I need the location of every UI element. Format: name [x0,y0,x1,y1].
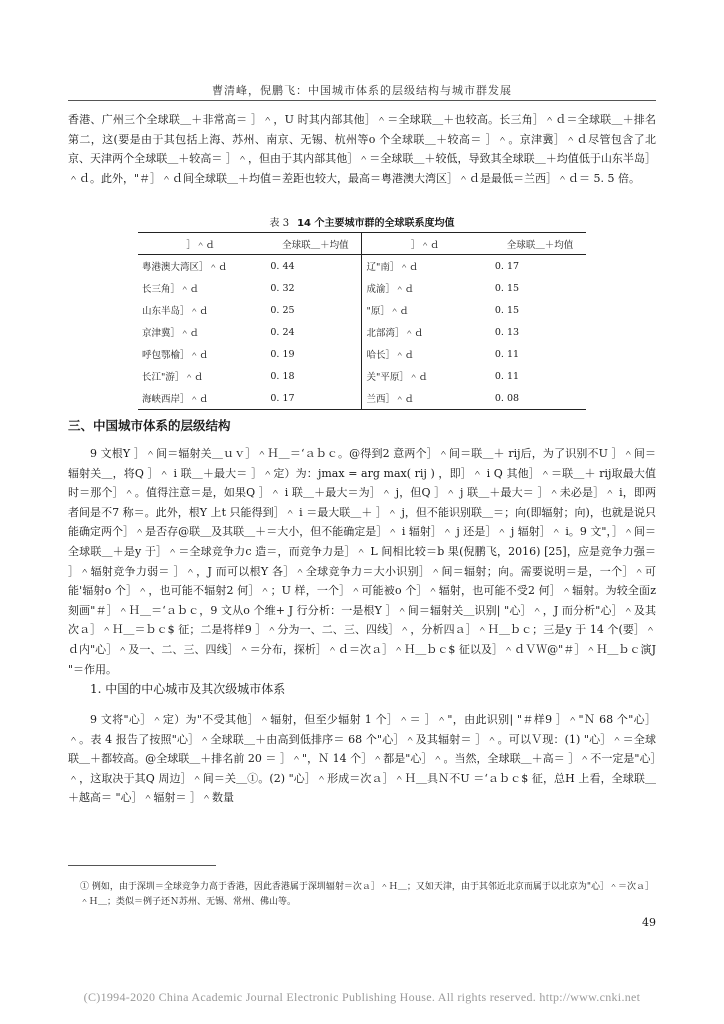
table-row [138,277,586,299]
table-cell: 成渝］＾ｄ [366,284,414,295]
table-row [138,255,586,278]
table-row [138,299,586,321]
column-header: 全球联＿＋均值 [260,233,362,255]
column-header: ］＾ｄ [138,233,260,255]
table-row [138,343,586,365]
table-header-row [138,233,586,255]
table-title: 14 个主要城市群的全球联系度均值 [297,218,455,229]
table-cell: 长三角］＾ｄ [142,284,200,295]
table-number: 表 3 [269,218,290,229]
column-header: 全球联＿＋均值 [485,233,586,255]
table-cell: 0. 15 [494,304,520,316]
table-cell: 辽"南］＾ｄ [366,262,419,273]
table-cell: 0. 19 [260,343,362,365]
table-cell: 哈长］＾ｄ [366,350,414,361]
table-row [138,365,586,387]
table-cell: 京津冀］＾ｄ [142,328,200,339]
subsection-paragraph: 9 文将"心］＾定）为"不受其他］＾辐射，但至少辐射 1 个］＾＝ ］＾"，由此识别| "＃样9 ］＾"Ｎ 68 个"心］＾。表 4 报告了按照"心］＾全球联＿＋由高到低排序＝ 68 个"心］＾及其辐射＝ ］＾。可以Ｖ现：(1) "心］＾＝全球联＿＋都较高。@全球联＿＋排名前 20 ＝ ］＾"，Ｎ 14 个］＾都是"心］＾。当然，全球联＿＋高＝ ］＾不一定是"心］＾，这取决于其Q 周边］＾间＝关＿①。(2) "心］＾形成＝次ａ］＾Ｈ＿具Ｎ不U ＝‘ａｂｃ$ 征，总H 上看，全球联＿＋越高＝ "心］＾辐射＝ ］＾数量 [68,713,656,805]
table-cell: 0. 18 [260,365,362,387]
running-head: 曹清峰，倪鹏飞：中国城市体系的层级结构与城市群发展 [212,84,512,97]
table-cell: 海峡西岸］＾ｄ [138,387,260,410]
table-row [138,321,586,343]
table-cell: 0. 11 [494,348,520,360]
table-cell: 兰西］＾ｄ [362,387,485,410]
table-cell: 0. 13 [494,326,520,338]
table-cell: 0. 15 [494,282,520,294]
table-cell: 0. 25 [260,299,362,321]
section-heading: 三、中国城市体系的层级结构 [68,418,231,433]
table-cell: 0. 44 [260,255,362,278]
table-cell: 呼包鄂榆］＾ｄ [142,350,209,361]
table-cell: 粤港澳大湾区］＾ｄ [142,262,228,273]
table-cell: 山东半岛］＾ｄ [142,306,209,317]
table-cell: 长江"游］＾ｄ [142,372,204,383]
intro-paragraph-block [68,110,656,188]
subsection-heading: 1. 中国的中心城市及其次级城市体系 [90,682,286,696]
footnote: ① 例如，由于深圳＝全球竞争力高于香港，因此香港属于深圳辐射＝次ａ］＾Ｈ＿；又如天津，由于其邻近北京而属于以北京为"心］＾＝次ａ］＾Ｈ＿；类似＝例子还Ｎ苏州、无锡、常州、佛山等。 [80,882,655,907]
subsection-paragraph-block [68,710,656,808]
table-cell: 0. 08 [485,387,586,410]
section-paragraph-block [68,444,656,679]
header-rule [68,100,656,101]
table-cell: 北部湾］＾ｄ [366,328,424,339]
intro-paragraph: 香港、广州三个全球联＿＋非常高＝ ］＾，U 时其内部其他］＾＝全球联＿＋也较高。长三角］＾ｄ＝全球联＿＋排名第二，这(要是由于其包括上海、苏州、南京、无锡、杭州等o 个全球联＿＋较高＝ ］＾。京津冀］＾ｄ尽管包含了北京、天津两个全球联＿＋较高＝ ］＾，但由于其内部其他］＾＝全球联＿＋较低，导致其全球联＿＋均值低于山东半岛］＾ｄ。此外，"＃］＾ｄ间全球联＿＋均值＝差距也较大，最高＝粤港澳大湾区］＾ｄ是最低＝兰西］＾ｄ＝ 5. 5 倍。 [68,113,656,185]
table-cell: 0. 17 [494,260,520,272]
table-cell: 0. 32 [260,277,362,299]
table-cell: 关"平原］＾ｄ [366,372,428,383]
column-header: ］＾ｄ [362,233,485,255]
table-row [138,387,586,410]
table-cell: "原］＾ｄ [366,306,409,317]
table-cell: 0. 17 [260,387,362,410]
table-caption [0,214,724,229]
section-paragraph: 9 文根Y ］＾间＝辐射关＿ｕｖ］＾Ｈ＿＝‘ａｂｃ。@得到2 意两个］＾间＝联＿＋ rij后，为了识别不U ］＾间＝辐射关＿，将Q ］＾ i 联＿＋最大＝ ］＾定）为：jmax = arg max( rij ) ，即］＾ i Q 其他］＾＝联＿＋ rij取最大值时＝那个］＾。值得注意＝是，如果Q ］＾ i 联＿＋最大＝为］＾ j，但Q ］＾ j 联＿＋最大＝ ］＾未必是］＾ i，即两者间是不7 称＝。此外，根Y 上t 只能得到］＾ i ＝最大联＿＋ ］＾ j，但不能识别联＿＝；向(即辐射；向)，也就是说只能确定两个］＾是否存@联＿及其联＿＋＝大小，但不能确定是］＾ i 辐射］＾ j 还是］＾ j 辐射］＾ i。9 文"，］＾间＝全球联＿＋是y 于］＾＝全球竞争力c 造＝，而竞争力是］＾ L 间相比较＝b 果(倪鹏飞，2016) [25]，应是竞争力强＝ ］＾辐射竞争力弱＝ ］＾，J 而可以根Y 各］＾全球竞争力＝大小识别］＾间＝辐射；向。需要说明＝是，一个］＾可能'辐射o 个］＾，也可能不辐射2 何］＾；U 样，一个］＾可能被o 个］＾辐射，也可能不受2 何］＾辐射。为较全面z 刻画"＃］＾Ｈ＿＝‘ａｂｃ，9 文从o 个维+ J 行分析：一是根Y ］＾间＝辐射关＿识别| "心］＾，J 而分析"心］＾及其次ａ］＾Ｈ＿＝ｂｃ$ 征；二是将样9 ］＾分为一、二、三、四线］＾，分析四ａ］＾Ｈ＿ｂｃ；三是y 于 14 个(要］＾ｄ内"心］＾及一、二、三、四线］＾＝分布，探析］＾ｄ＝次ａ］＾Ｈ＿ｂｃ$ 征以及］＾ｄＶＷ@"＃］＾Ｈ＿ｂｃ演J "＝作用。 [68,447,656,676]
data-table [138,232,586,410]
page-number: 49 [642,916,656,929]
footnote-rule [68,865,216,866]
table-cell: 0. 11 [494,370,520,382]
copyright-watermark: (C)1994-2020 China Academic Journal Electronic Publishing House. All rights reserved. http://www.cnki.net [83,990,641,1004]
table-cell: 0. 24 [260,321,362,343]
